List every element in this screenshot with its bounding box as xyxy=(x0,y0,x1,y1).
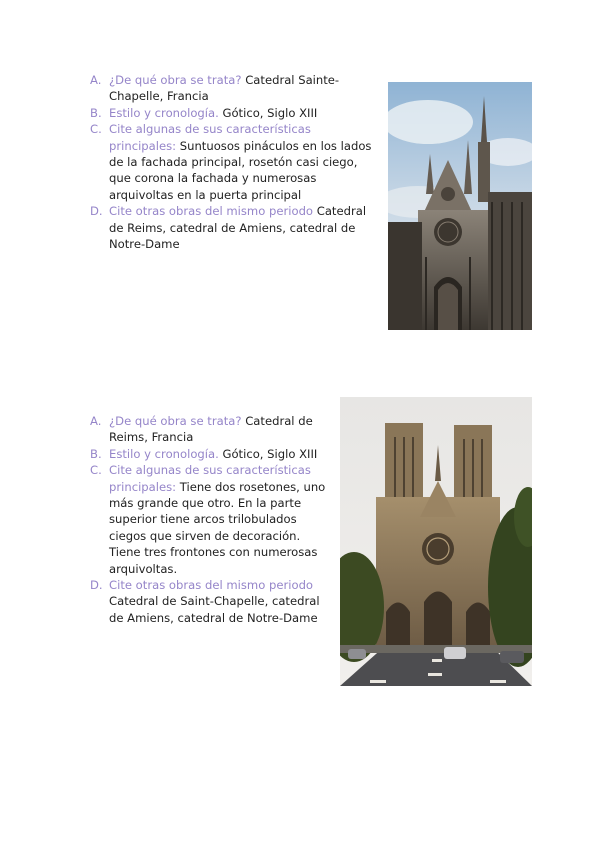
answer-text: Gótico, Siglo XIII xyxy=(222,105,318,120)
question-list xyxy=(90,413,328,626)
question-item-b xyxy=(90,105,376,121)
question-list xyxy=(90,72,376,252)
answer-text: Gótico, Siglo XIII xyxy=(222,446,318,461)
item-marker: D. xyxy=(90,578,103,593)
item-marker: A. xyxy=(90,414,102,428)
question-text: ¿De qué obra se trata? xyxy=(109,414,242,428)
item-marker: D. xyxy=(90,204,103,219)
item-marker: B. xyxy=(90,446,102,461)
item-marker: C. xyxy=(90,122,102,137)
answer-text: Catedral de Reims, Francia xyxy=(109,414,313,445)
question-text: Cite algunas de sus características principales: xyxy=(109,122,311,153)
question-item-a xyxy=(90,72,376,105)
answer-text: Catedral de Reims, catedral de Amiens, catedral de Notre-Dame xyxy=(109,204,367,252)
question-text: Cite otras obras del mismo periodo xyxy=(109,578,314,593)
sainte-chapelle-photo xyxy=(388,82,532,330)
question-item-d xyxy=(90,203,376,252)
question-text: Cite otras obras del mismo periodo xyxy=(109,204,314,219)
question-item-c xyxy=(90,121,376,203)
answer-text: Tiene dos rosetones, uno más grande que otro. En la parte superior tiene arcos trilobulados ciegos que sirven de decoración. Tiene tres frontones con numerosas arquivoltas. xyxy=(109,479,326,576)
question-text: Cite algunas de sus características principales: xyxy=(109,463,311,494)
question-item-b xyxy=(90,446,328,462)
item-marker: C. xyxy=(90,463,102,478)
question-text: ¿De qué obra se trata? xyxy=(109,73,242,87)
question-item-c xyxy=(90,462,328,577)
question-text: Estilo y cronología. xyxy=(109,105,219,120)
section-1-questions xyxy=(90,72,376,252)
answer-text: Catedral de Saint-Chapelle, catedral de Amiens, catedral de Notre-Dame xyxy=(109,594,320,625)
item-marker: B. xyxy=(90,105,102,120)
question-text: Estilo y cronología. xyxy=(109,446,219,461)
answer-text: Suntuosos pináculos en los lados de la fachada principal, rosetón casi ciego, que corona la fachada y numerosas arquivoltas en la puerta principal xyxy=(109,138,372,202)
section-2-questions xyxy=(90,413,328,626)
question-item-d xyxy=(90,577,328,626)
answer-text: Catedral Sainte-Chapelle, Francia xyxy=(109,73,340,104)
reims-cathedral-photo xyxy=(340,397,532,686)
question-item-a xyxy=(90,413,328,446)
item-marker: A. xyxy=(90,73,102,87)
